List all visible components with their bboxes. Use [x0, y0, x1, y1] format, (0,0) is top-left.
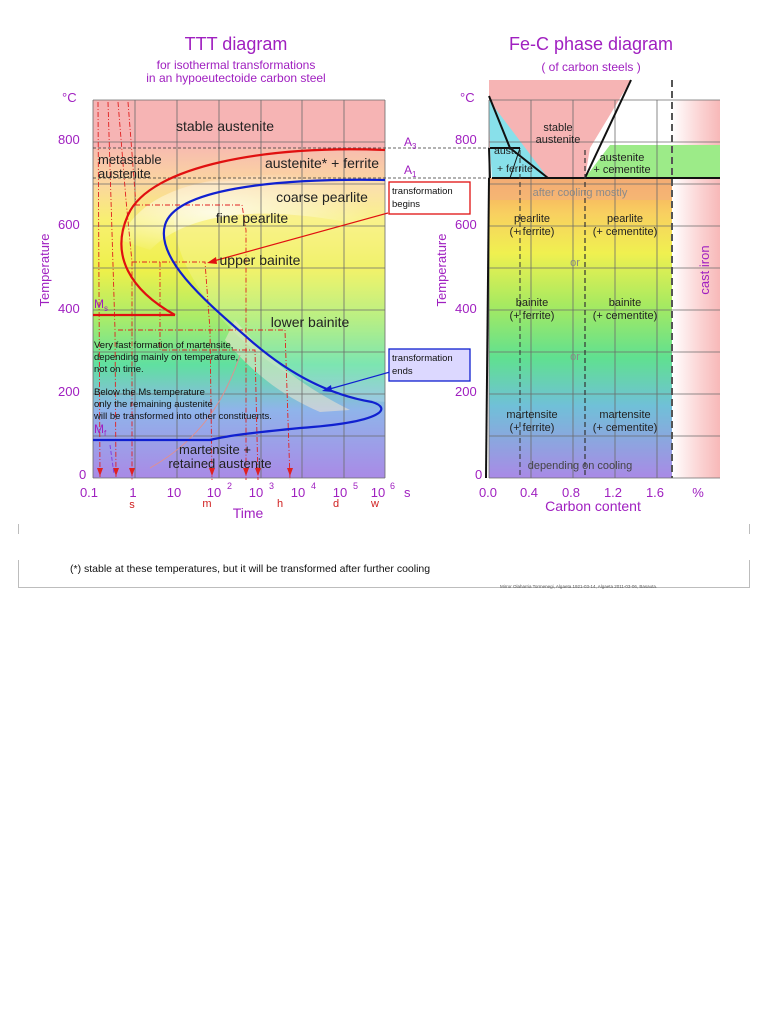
- fec-region-pearlite-c-2: (+ cementite): [592, 226, 658, 238]
- ttt-y-label: Temperature: [37, 233, 52, 307]
- region-austenite-ferrite: austenite* + ferrite: [264, 155, 380, 171]
- mf-label: $M_f$: [94, 422, 107, 438]
- fec-region-bainite-f-2: (+ ferrite): [509, 310, 555, 322]
- fec-region-pearlite-c-1: pearlite: [606, 213, 644, 225]
- fec-region-mart-c-2: (+ cementite): [592, 422, 658, 434]
- ttt-x-label: Time: [232, 505, 264, 521]
- frame-left: [18, 560, 19, 588]
- cast-iron-label: cast iron: [697, 245, 712, 295]
- note-below-1: Below the Ms temperature: [94, 387, 205, 398]
- ttt-y-tick-400: 400: [58, 301, 80, 316]
- frame-tick-left: [18, 524, 19, 534]
- ttt-y-tick-200: 200: [58, 384, 80, 399]
- fec-region-aust: aust.: [494, 145, 517, 157]
- note-fast-2: depending mainly on temperature,: [94, 352, 239, 363]
- region-fine-pearlite: fine pearlite: [215, 210, 289, 226]
- fec-region-bainite-c-1: bainite: [608, 297, 642, 309]
- frame-right: [749, 560, 750, 588]
- a1-label: $A_1$: [404, 163, 417, 179]
- ttt-y-tick-600: 600: [58, 217, 80, 232]
- fec-x-label: Carbon content: [545, 498, 641, 514]
- fec-region-mart-f-2: (+ ferrite): [509, 422, 555, 434]
- fec-region-or-1: or: [570, 257, 580, 269]
- fec-x-tick-0.0: 0.0: [478, 485, 498, 500]
- callout-ends-1: transformation: [392, 353, 453, 364]
- fec-y-tick-0: 0: [475, 467, 483, 482]
- fec-x-tick-0.8: 0.8: [561, 485, 581, 500]
- note-fast-3: not on time.: [94, 364, 144, 375]
- fec-region-mart-c-1: martensite: [599, 409, 651, 421]
- fec-title: Fe-C phase diagram: [508, 34, 674, 54]
- fec-x-tick-0.4: 0.4: [519, 485, 539, 500]
- fec-y-label: Temperature: [434, 233, 449, 307]
- callout-begins-1: transformation: [392, 186, 453, 197]
- fec-region-depending: depending on cooling: [527, 460, 633, 472]
- region-stable-austenite: stable austenite: [175, 118, 275, 134]
- region-metastable-1: metastable: [98, 152, 162, 167]
- ttt-x-exp-2: 2: [227, 481, 233, 491]
- time-mark-w: w: [371, 498, 379, 510]
- fec-subtitle: ( of carbon steels ): [541, 60, 641, 74]
- fec-region-stable-2: austenite: [535, 134, 581, 146]
- fec-y-tick-400: 400: [455, 301, 477, 316]
- time-mark-h: h: [276, 498, 284, 510]
- region-metastable-2: austenite: [98, 166, 151, 181]
- ttt-x-tick-10e3: 10: [248, 485, 264, 500]
- fec-region-mart-f-1: martensite: [506, 409, 558, 421]
- fec-x-tick-1.2: 1.2: [603, 485, 623, 500]
- credit-line: Mirror Olaharria Tormenegi, Algaeta 1921-03-14, Algaeta 2011-03-06, Basauta.: [500, 584, 658, 589]
- region-lower-bainite: lower bainite: [270, 314, 350, 330]
- fec-y-unit: °C: [460, 90, 475, 105]
- fec-region-aust-cem-2: + cementite: [593, 164, 651, 176]
- fec-x-tick-1.6: 1.6: [645, 485, 665, 500]
- fec-region-pearlite-f-2: (+ ferrite): [509, 226, 555, 238]
- ttt-x-exp-5: 5: [353, 481, 359, 491]
- fec-y-tick-600: 600: [455, 217, 477, 232]
- ttt-x-unit: s: [404, 485, 411, 500]
- a3-label: $A_3$: [404, 135, 417, 151]
- ttt-x-tick-10: 10: [166, 485, 182, 500]
- fec-y-tick-200: 200: [455, 384, 477, 399]
- region-upper-bainite: upper bainite: [219, 252, 301, 268]
- ms-label: $M_s$: [94, 297, 108, 313]
- fec-region-stable-1: stable: [543, 122, 573, 134]
- fec-y-tick-800: 800: [455, 132, 477, 147]
- ttt-y-unit: °C: [62, 90, 77, 105]
- ttt-x-tick-10e5: 10: [332, 485, 348, 500]
- fec-region-pearlite-f-1: pearlite: [513, 213, 551, 225]
- fec-region-aust-cem-1: austenite: [599, 152, 645, 164]
- fec-region-ferrite: + ferrite: [497, 163, 533, 175]
- ttt-subtitle-1: for isothermal transformations: [156, 58, 316, 72]
- ttt-x-exp-3: 3: [269, 481, 275, 491]
- fec-region-or-2: or: [570, 351, 580, 363]
- time-mark-m: m: [202, 498, 212, 510]
- ttt-x-tick-10e6: 10: [370, 485, 386, 500]
- ttt-subtitle-2: in an hypoeutectoide carbon steel: [146, 71, 326, 85]
- callout-begins-2: begins: [392, 199, 420, 210]
- note-below-2: only the remaining austenite: [94, 399, 213, 410]
- time-mark-s: s: [129, 499, 135, 511]
- ttt-x-tick-1: 1: [129, 485, 137, 500]
- frame-tick-right: [749, 524, 750, 534]
- note-fast-1: Very fast formation of martensite,: [94, 340, 234, 351]
- ttt-y-tick-800: 800: [58, 132, 80, 147]
- ttt-x-tick-10e2: 10: [206, 485, 222, 500]
- ttt-x-tick-10e4: 10: [290, 485, 306, 500]
- fec-region-bainite-f-1: bainite: [515, 297, 549, 309]
- region-martensite-2: retained austenite: [168, 456, 272, 471]
- ttt-y-tick-0: 0: [79, 467, 87, 482]
- fec-x-unit: %: [692, 485, 704, 500]
- region-coarse-pearlite: coarse pearlite: [276, 189, 368, 205]
- callout-ends-2: ends: [392, 366, 413, 377]
- region-martensite-1: martensite +: [179, 442, 251, 457]
- ttt-x-tick-0.1: 0.1: [79, 485, 99, 500]
- ttt-x-exp-6: 6: [390, 481, 396, 491]
- time-mark-d: d: [332, 498, 340, 510]
- fec-region-bainite-c-2: (+ cementite): [592, 310, 658, 322]
- fec-region-after-cooling: after cooling mostly: [532, 187, 628, 199]
- footnote: (*) stable at these temperatures, but it will be transformed after further cooling: [70, 563, 431, 575]
- ttt-x-exp-4: 4: [311, 481, 317, 491]
- note-below-3: will be transformed into other constituents.: [94, 411, 272, 422]
- ttt-title: TTT diagram: [184, 34, 288, 54]
